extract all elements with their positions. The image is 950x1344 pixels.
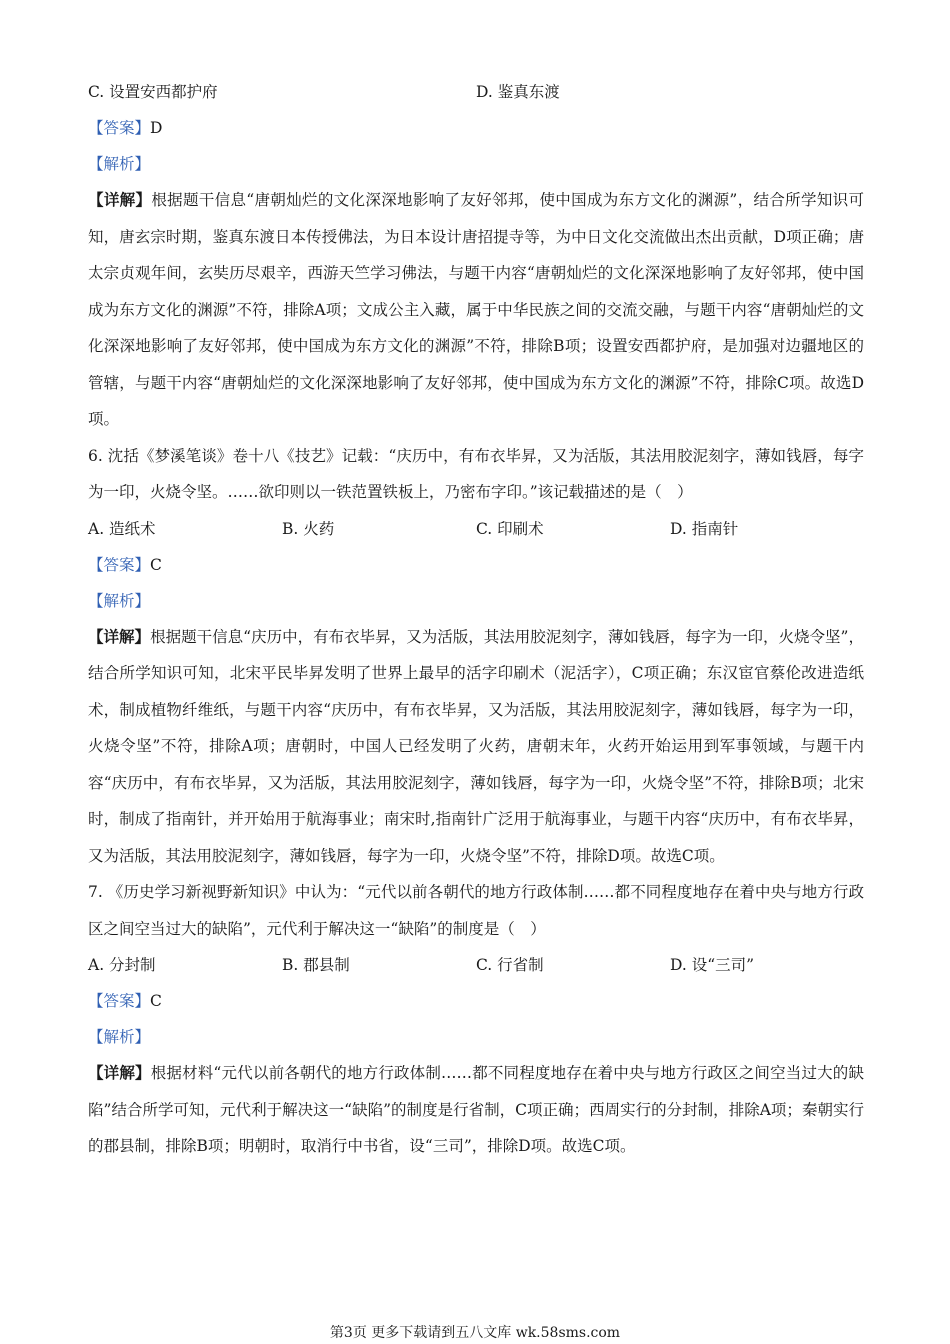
q5-option-d: D. 鉴真东渡 [476,83,560,101]
detail-text: 根据题干信息“唐朝灿烂的文化深深地影响了友好邻邦，使中国成为东方文化的渊源”，结合所学知识可知，唐玄宗时期，鉴真东渡日本传授佛法，为日本设计唐招提寺等，为中日文化交流做出杰出贡献，D项正确；唐太宗贞观年间，玄奘历尽艰辛，西游天竺学习佛法，与题干内容“唐朝灿烂的文化深深地影响了友好邻邦，使中国成为东方文化的渊源”不符，排除A项；文成公主入藏，属于中华民族之间的交流交融，与题干内容“唐朝灿烂的文化深深地影响了友好邻邦，使中国成为东方文化的渊源”不符，排除B项；设置安西都护府，是加强对边疆地区的管辖，与题干内容“唐朝灿烂的文化深深地影响了友好邻邦，使中国成为东方文化的渊源”不符，排除C项。故选D项。 [88,191,864,428]
detail-text: 根据材料“元代以前各朝代的地方行政体制……都不同程度地存在着中央与地方行政区之间空当过大的缺陷”结合所学可知，元代利于解决这一“缺陷”的制度是行省制，C项正确；西周实行的分封制，排除A项；秦朝实行的郡县制，排除B项；明朝时，取消行中书省，设“三司”，排除D项。故选C项。 [88,1064,864,1155]
analysis-label: 【解析】 [88,155,151,173]
q5-options [88,74,864,110]
q7-detail [88,1055,864,1165]
answer-value: C [150,555,162,574]
q7-options [88,947,864,983]
q5-option-c: C. 设置安西都护府 [88,83,218,101]
q6-analysis [88,583,864,619]
q5-detail [88,182,864,438]
q7-answer [88,983,864,1019]
q7-option-a: A. 分封制 [88,956,156,974]
q7-analysis [88,1019,864,1055]
detail-label: 【详解】 [88,190,152,209]
q6-options [88,511,864,547]
q7-option-c: C. 行省制 [476,956,544,974]
answer-label: 【答案】 [88,992,151,1010]
q5-answer [88,110,864,146]
answer-value: C [150,992,162,1010]
q6-option-b: B. 火药 [282,519,335,538]
q6-stem: 6. 沈括《梦溪笔谈》卷十八《技艺》记载：“庆历中，有布衣毕昇，又为活版，其法用胶泥刻字，薄如钱唇，每字为一印，火烧令坚。……欲印则以一铁范置铁板上，乃密布字印。”该记载描述的是（ ） [88,446,864,501]
page-footer: 第3页 更多下载请到五八文库 wk.58sms.com [329,1325,621,1341]
answer-label: 【答案】 [88,555,151,574]
document-page [88,74,864,1165]
answer-label: 【答案】 [88,119,151,137]
q7-stem: 7. 《历史学习新视野新知识》中认为：“元代以前各朝代的地方行政体制……都不同程度地存在着中央与地方行政区之间空当过大的缺陷”，元代利于解决这一“缺陷”的制度是（ ） [88,883,864,938]
detail-label: 【详解】 [88,626,151,646]
q7-option-b: B. 郡县制 [282,956,350,974]
analysis-label: 【解析】 [88,591,151,610]
q6-option-a: A. 造纸术 [88,519,156,538]
answer-value: D [150,119,163,137]
q6-detail [88,619,864,875]
detail-text: 根据题干信息“庆历中，有布衣毕昇，又为活版，其法用胶泥刻字，薄如钱唇，每字为一印，火烧令坚”，结合所学知识可知，北宋平民毕昇发明了世界上最早的活字印刷术（泥活字），C项正确；东汉宦官蔡伦改进造纸术，制成植物纤维纸，与题干内容“庆历中，有布衣毕昇，又为活版，其法用胶泥刻字，薄如钱唇，每字为一印，火烧令坚”不符，排除A项；唐朝时，中国人已经发明了火药，唐朝末年，火药开始运用到军事领域，与题干内容“庆历中，有布衣毕昇，又为活版，其法用胶泥刻字，薄如钱唇，每字为一印，火烧令坚”不符，排除B项；北宋时，制成了指南针，并开始用于航海事业；南宋时,指南针广泛用于航海事业，与题干内容“庆历中，有布衣毕昇，又为活版，其法用胶泥刻字，薄如钱唇，每字为一印，火烧令坚”不符，排除D项。故选C项。 [88,627,864,865]
q6-option-d: D. 指南针 [670,519,739,538]
q6-answer [88,547,864,583]
q5-analysis [88,146,864,182]
analysis-label: 【解析】 [88,1028,151,1046]
q7-option-d: D. 设“三司” [670,956,755,974]
q6-option-c: C. 印刷术 [476,519,544,538]
detail-label: 【详解】 [88,1063,151,1082]
